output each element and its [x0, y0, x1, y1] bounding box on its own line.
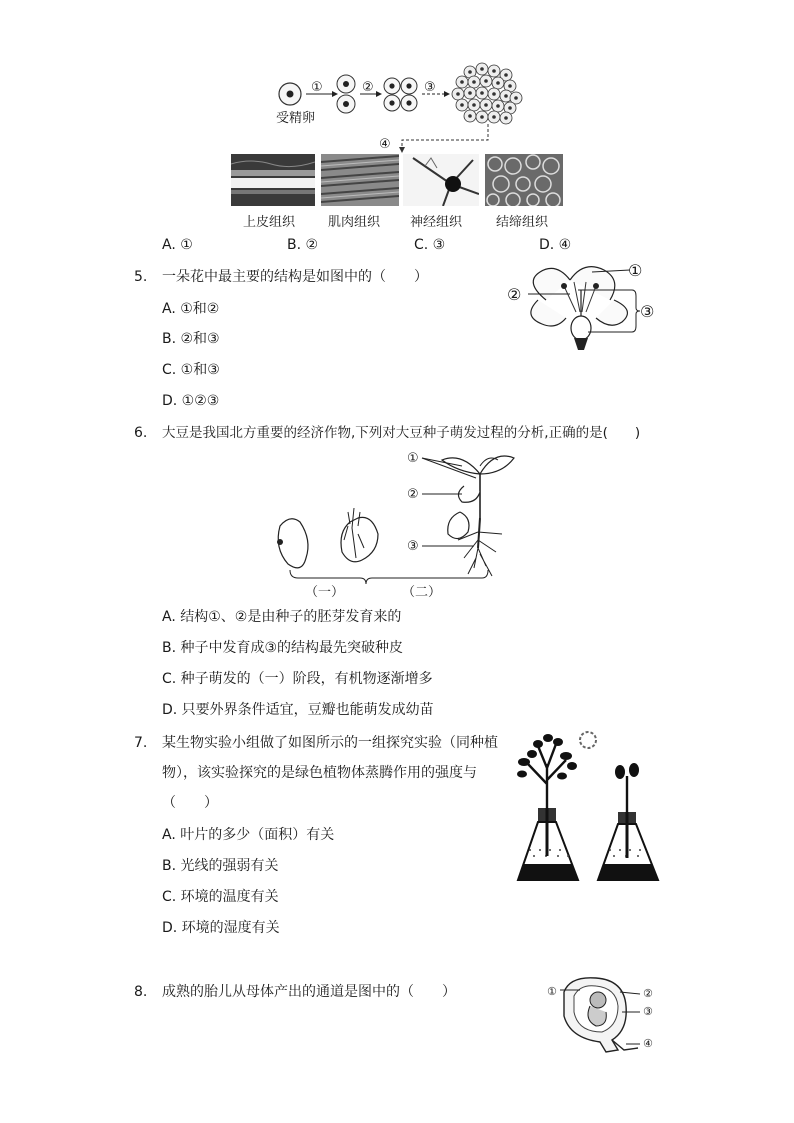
q5-option-a[interactable]: A. ①和② — [162, 301, 220, 317]
q7-stem-line-1: 某生物实验小组做了如图所示的一组探究实验（同种植 — [162, 735, 498, 751]
q6-option-a[interactable]: A. 结构①、②是由种子的胚芽发育来的 — [162, 609, 402, 625]
muscle-tissue-image — [321, 154, 399, 206]
q5-option-c[interactable]: C. ①和③ — [162, 362, 220, 378]
step-label-4: ④ — [379, 137, 391, 152]
label-zygote: 受精卵 — [276, 111, 316, 126]
q8-stem: 成熟的胎儿从母体产出的通道是图中的（ ） — [162, 984, 456, 1000]
q4-option-c[interactable]: C. ③ — [414, 237, 446, 253]
step-label-2: ② — [362, 80, 374, 95]
q5-stem: 一朵花中最主要的结构是如图中的（ ） — [162, 269, 428, 285]
step-label-1: ① — [311, 80, 323, 95]
q8-figure-label-2: ② — [643, 987, 653, 1000]
q7-stem-line-3: （ ） — [162, 795, 218, 811]
q6-stem: 大豆是我国北方重要的经济作物,下列对大豆种子萌发过程的分析,正确的是( ) — [162, 425, 641, 441]
q6-seedling-label-2: ② — [407, 487, 419, 502]
q5-flower-label-3: ③ — [640, 302, 655, 321]
tissue-caption-connective: 结缔组织 — [496, 215, 549, 230]
tissue-caption-epithelial: 上皮组织 — [243, 215, 296, 230]
q7-number: 7. — [134, 735, 148, 751]
q6-option-c[interactable]: C. 种子萌发的（一）阶段，有机物逐渐增多 — [162, 671, 433, 687]
q7-option-d[interactable]: D. 环境的湿度有关 — [162, 920, 280, 936]
q5-flower-label-2: ② — [507, 285, 522, 304]
nerve-tissue-image — [403, 154, 479, 206]
q8-figure-label-1: ① — [547, 985, 557, 998]
q5-flower-label-1: ① — [628, 261, 643, 280]
q7-option-a[interactable]: A. 叶片的多少（面积）有关 — [162, 827, 335, 843]
q8-number: 8. — [134, 984, 148, 1000]
connective-tissue-image — [485, 154, 563, 206]
soybean-germination-diagram — [262, 448, 532, 598]
q4-option-d[interactable]: D. ④ — [539, 237, 572, 253]
q5-number: 5. — [134, 269, 148, 285]
q6-stage-label-2: （二） — [402, 585, 442, 600]
q6-seedling-label-1: ① — [407, 451, 419, 466]
q7-option-b[interactable]: B. 光线的强弱有关 — [162, 858, 279, 874]
transpiration-experiment-diagram — [510, 724, 670, 888]
tissue-caption-muscle: 肌肉组织 — [328, 215, 381, 230]
q6-stage-label-1: （一） — [305, 585, 345, 600]
uterus-fetus-diagram — [540, 972, 660, 1058]
q4-option-b[interactable]: B. ② — [287, 237, 319, 253]
q6-seedling-label-3: ③ — [407, 539, 419, 554]
q8-figure-label-4: ④ — [643, 1037, 653, 1050]
epithelial-tissue-image — [231, 154, 315, 206]
q6-number: 6. — [134, 425, 148, 441]
q6-option-b[interactable]: B. 种子中发育成③的结构最先突破种皮 — [162, 640, 404, 656]
q7-stem-line-2: 物），该实验探究的是绿色植物体蒸腾作用的强度与 — [162, 765, 477, 781]
step-label-3: ③ — [424, 80, 436, 95]
q5-option-d[interactable]: D. ①②③ — [162, 393, 220, 409]
q7-option-c[interactable]: C. 环境的温度有关 — [162, 889, 279, 905]
tissue-caption-nerve: 神经组织 — [410, 215, 463, 230]
q6-option-d[interactable]: D. 只要外界条件适宜，豆瓣也能萌发成幼苗 — [162, 702, 434, 718]
q4-option-a[interactable]: A. ① — [162, 237, 193, 253]
q5-option-b[interactable]: B. ②和③ — [162, 331, 220, 347]
q8-figure-label-3: ③ — [643, 1005, 653, 1018]
